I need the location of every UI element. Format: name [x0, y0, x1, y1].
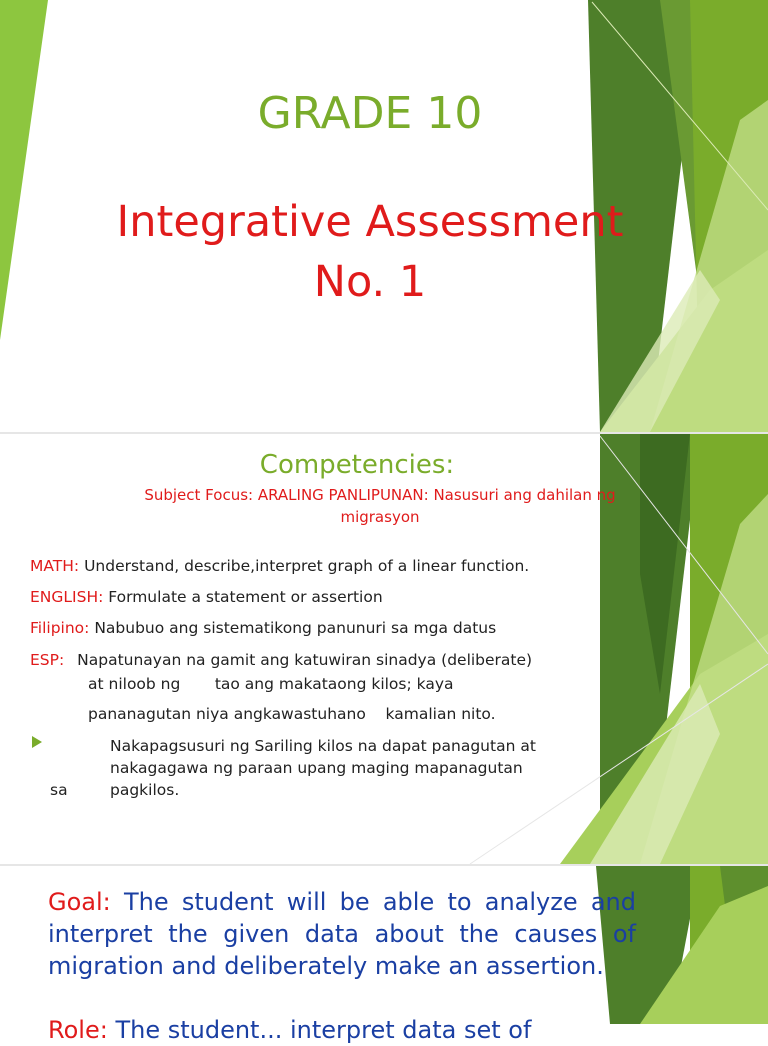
math-label: MATH:	[30, 557, 80, 575]
bullet-line-3: pagkilos.	[110, 781, 180, 799]
english-label: ENGLISH:	[30, 588, 104, 606]
esp-line-3: pananagutan niya angkawastuhano kamalian nito.	[88, 705, 496, 723]
subject-focus-line-1: Subject Focus: ARALING PANLIPUNAN: Nasusuri ang dahilan ng	[144, 486, 616, 504]
subject-focus	[60, 484, 700, 528]
english-competency	[30, 587, 383, 607]
title-line-1: Integrative Assessment	[116, 197, 624, 247]
bullet-line-3-prefix: sa	[50, 781, 68, 799]
filipino-text: Nabubuo ang sistematikong panunuri sa mga datus	[94, 619, 497, 637]
goal-paragraph	[48, 886, 636, 982]
slide-title-text	[70, 192, 670, 312]
filipino-label: Filipino:	[30, 619, 90, 637]
slide-goal	[0, 866, 768, 1044]
math-competency	[30, 556, 529, 576]
goal-label: Goal:	[48, 888, 111, 916]
role-text: The student... interpret data set of	[115, 1016, 532, 1044]
esp-competency	[30, 650, 532, 670]
role-label: Role:	[48, 1016, 108, 1044]
esp-line-2: at niloob ng tao ang makataong kilos; kaya	[88, 675, 454, 693]
grade-heading: GRADE 10	[257, 88, 483, 139]
esp-line-1: Napatunayan na gamit ang katuwiran sinadya (deliberate)	[77, 651, 533, 669]
bullet-arrow-icon	[32, 736, 42, 748]
bullet-line-1: Nakapagsusuri ng Sariling kilos na dapat panagutan at	[110, 737, 536, 755]
role-paragraph	[48, 1014, 668, 1046]
english-text: Formulate a statement or assertion	[108, 588, 383, 606]
esp-label: ESP:	[30, 651, 65, 669]
subject-focus-line-2: migrasyon	[340, 508, 420, 526]
bullet-line-2: nakagagawa ng paraan upang maging mapanagutan	[110, 759, 523, 777]
math-text: Understand, describe,interpret graph of a linear function.	[84, 557, 530, 575]
filipino-competency	[30, 618, 496, 638]
slide-competencies	[0, 434, 768, 864]
goal-text: The student will be able to analyze and interpret the given data about the causes of migration and deliberately make an assertion.	[48, 888, 636, 980]
slide-title	[0, 0, 768, 432]
title-line-2: No. 1	[313, 257, 427, 307]
competencies-heading: Competencies:	[259, 450, 455, 480]
